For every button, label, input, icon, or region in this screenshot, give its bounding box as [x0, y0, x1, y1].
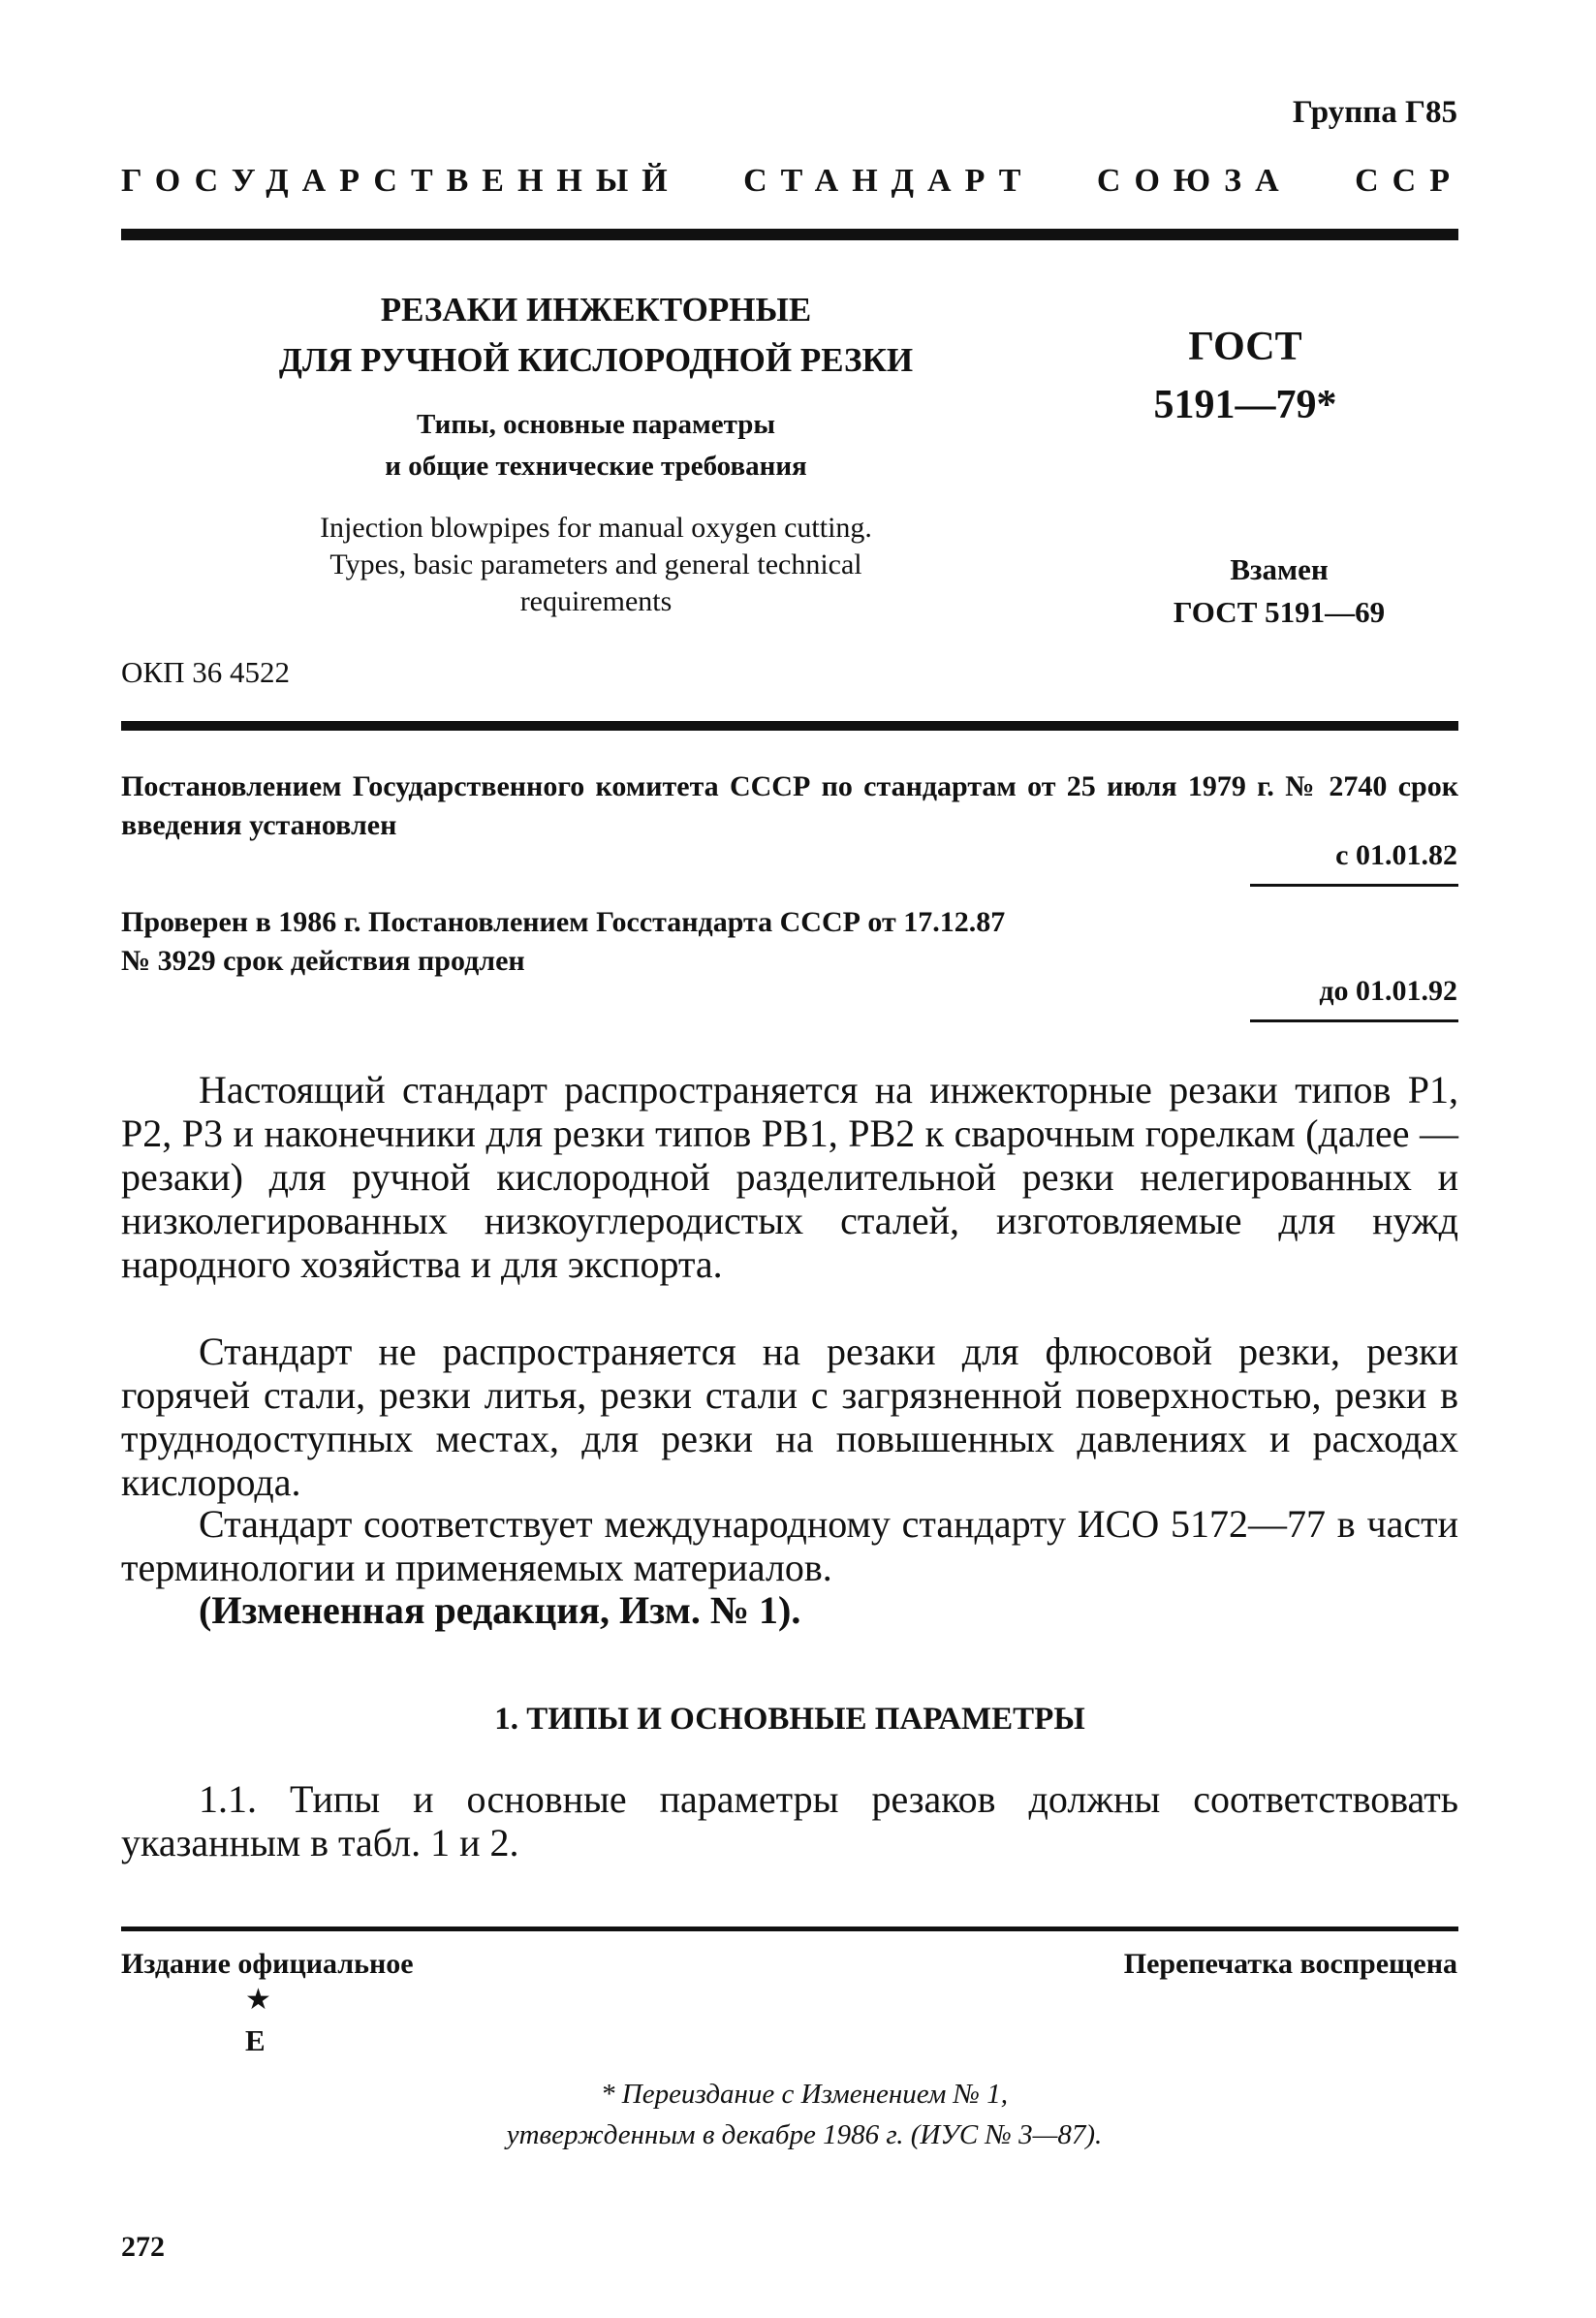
replaces-block — [1134, 548, 1424, 634]
reissue-note — [368, 2074, 1240, 2155]
star-icon: ★ — [245, 1984, 271, 2016]
paragraph-scope: Настоящий стандарт распространяется на инжекторные резаки типов Р1, Р2, Р3 и наконечники для резки типов РВ1, РВ2 к сварочным горелкам (далее — резаки) для ручной кислородной разделительной резки нелегированных и низколегированных низкоуглеродистых сталей, изготовляемые для нужд народного хозяйства и для экспорта. — [121, 1068, 1458, 1286]
paragraph-exclusions: Стандарт не распространяется на резаки для флюсовой резки, резки горячей стали, резки литья, резки стали с загрязненной поверхностью, резки в труднодоступных местах, для резки на повышенных давлениях и расходах кислорода. — [121, 1330, 1458, 1504]
document-subtitle — [271, 404, 921, 487]
okp-code: ОКП 36 4522 — [121, 655, 290, 689]
title-divider — [121, 721, 1458, 731]
reissue-line-1: * Переиздание с Изменением № 1, — [601, 2079, 1008, 2110]
extension-line-2: № 3929 срок действия продлен — [121, 945, 525, 977]
e-mark: Е — [245, 2023, 266, 2057]
introduction-date: с 01.01.82 — [1335, 839, 1457, 871]
reissue-line-2: утвержденным в декабре 1986 г. (ИУС № 3—87). — [506, 2119, 1103, 2150]
subtitle-line-2: и общие технические требования — [385, 451, 807, 482]
page-number: 272 — [121, 2231, 165, 2263]
title-line-1: РЕЗАКИ ИНЖЕКТОРНЫЕ — [380, 291, 812, 329]
reprint-prohibited: Перепечатка воспрещена — [1123, 1948, 1457, 1980]
title-line-2: ДЛЯ РУЧНОЙ КИСЛОРОДНОЙ РЕЗКИ — [278, 341, 914, 379]
document-title — [233, 285, 959, 386]
section-title: 1. ТИПЫ И ОСНОВНЫЕ ПАРАМЕТРЫ — [494, 1702, 1085, 1737]
extension-line-1: Проверен в 1986 г. Постановлением Госстандарта СССР от 17.12.87 — [121, 906, 1006, 938]
extension-date: до 01.01.92 — [1319, 975, 1457, 1007]
replaces-label: Взамен — [1230, 552, 1329, 586]
header-divider — [121, 229, 1458, 240]
paragraph-1-1: 1.1. Типы и основные параметры резаков должны соответствовать указанным в табл. 1 и 2. — [121, 1777, 1458, 1864]
group-code: Группа Г85 — [1292, 95, 1457, 130]
decree-introduction: Постановлением Государственного комитета СССР по стандартам от 25 июля 1979 г. № 2740 срок введения установлен — [121, 770, 1458, 841]
introduction-date-underline — [1250, 884, 1458, 887]
state-word-1: ГОСУДАРСТВЕННЫЙ — [121, 163, 681, 199]
english-line-2: Types, basic parameters and general technical — [329, 548, 862, 580]
state-word-2: СТАНДАРТ — [743, 163, 1035, 199]
english-line-3: requirements — [519, 585, 673, 617]
gost-designation — [1134, 318, 1357, 434]
official-edition: Издание официальное — [121, 1948, 414, 1980]
decree-extension — [121, 903, 1458, 981]
state-standard-header — [121, 163, 1463, 200]
subtitle-line-1: Типы, основные параметры — [416, 409, 775, 440]
gost-label: ГОСТ — [1188, 325, 1302, 369]
footer-divider — [121, 1926, 1458, 1931]
replaces-standard: ГОСТ 5191—69 — [1173, 595, 1386, 629]
state-word-3: СОЮЗА — [1096, 163, 1293, 199]
gost-number: 5191—79* — [1153, 383, 1337, 427]
extension-date-underline — [1250, 1019, 1458, 1022]
english-title — [233, 510, 959, 620]
paragraph-iso: Стандарт соответствует международному стандарту ИСО 5172—77 в части терминологии и применяемых материалов. — [121, 1502, 1458, 1589]
state-word-4: ССР — [1355, 163, 1463, 199]
amendment-note: (Измененная редакция, Изм. № 1). — [199, 1588, 801, 1632]
english-line-1: Injection blowpipes for manual oxygen cutting. — [320, 512, 872, 544]
